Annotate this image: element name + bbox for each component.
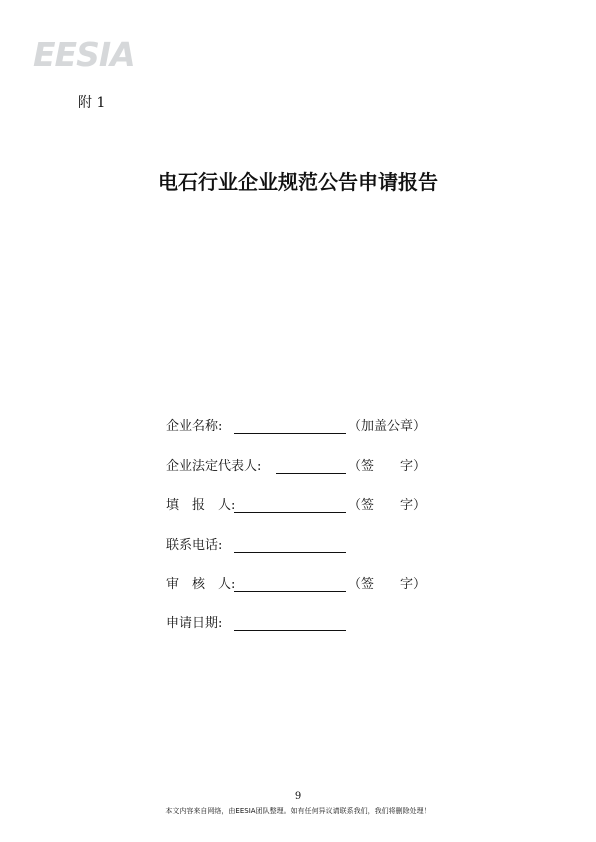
reviewer-field[interactable]	[234, 591, 346, 592]
reviewer-label: 审 核 人:	[166, 577, 236, 592]
contact-phone-row	[166, 537, 222, 555]
application-date-field[interactable]	[234, 630, 346, 631]
eesia-logo: EESIA	[33, 35, 135, 74]
reviewer-row	[166, 576, 427, 594]
company-name-field[interactable]	[234, 433, 346, 434]
legal-representative-field[interactable]	[276, 473, 346, 474]
filer-field[interactable]	[234, 512, 346, 513]
contact-phone-field[interactable]	[234, 552, 346, 553]
page-number: 9	[294, 791, 302, 802]
footer-disclaimer: 本文内容来自网络，由EESIA团队整理。如有任何异议请联系我们，我们将删除处理！	[165, 807, 431, 815]
legal-representative-row	[166, 458, 427, 476]
filer-sign-note: （签 字）	[348, 498, 427, 513]
document-title: 电石行业企业规范公告申请报告	[158, 170, 438, 194]
reviewer-sign-note: （签 字）	[348, 577, 427, 592]
contact-phone-label: 联系电话:	[166, 538, 223, 553]
application-date-label: 申请日期:	[166, 616, 223, 631]
company-name-label: 企业名称:	[166, 419, 223, 434]
filer-row	[166, 497, 427, 515]
legal-representative-sign-note: （签 字）	[348, 459, 427, 474]
company-name-row	[166, 418, 427, 436]
filer-label: 填 报 人:	[166, 498, 236, 513]
attachment-label: 附 1	[78, 95, 106, 111]
company-seal-note: （加盖公章）	[348, 419, 427, 434]
legal-representative-label: 企业法定代表人:	[166, 459, 262, 474]
application-date-row	[166, 615, 222, 633]
